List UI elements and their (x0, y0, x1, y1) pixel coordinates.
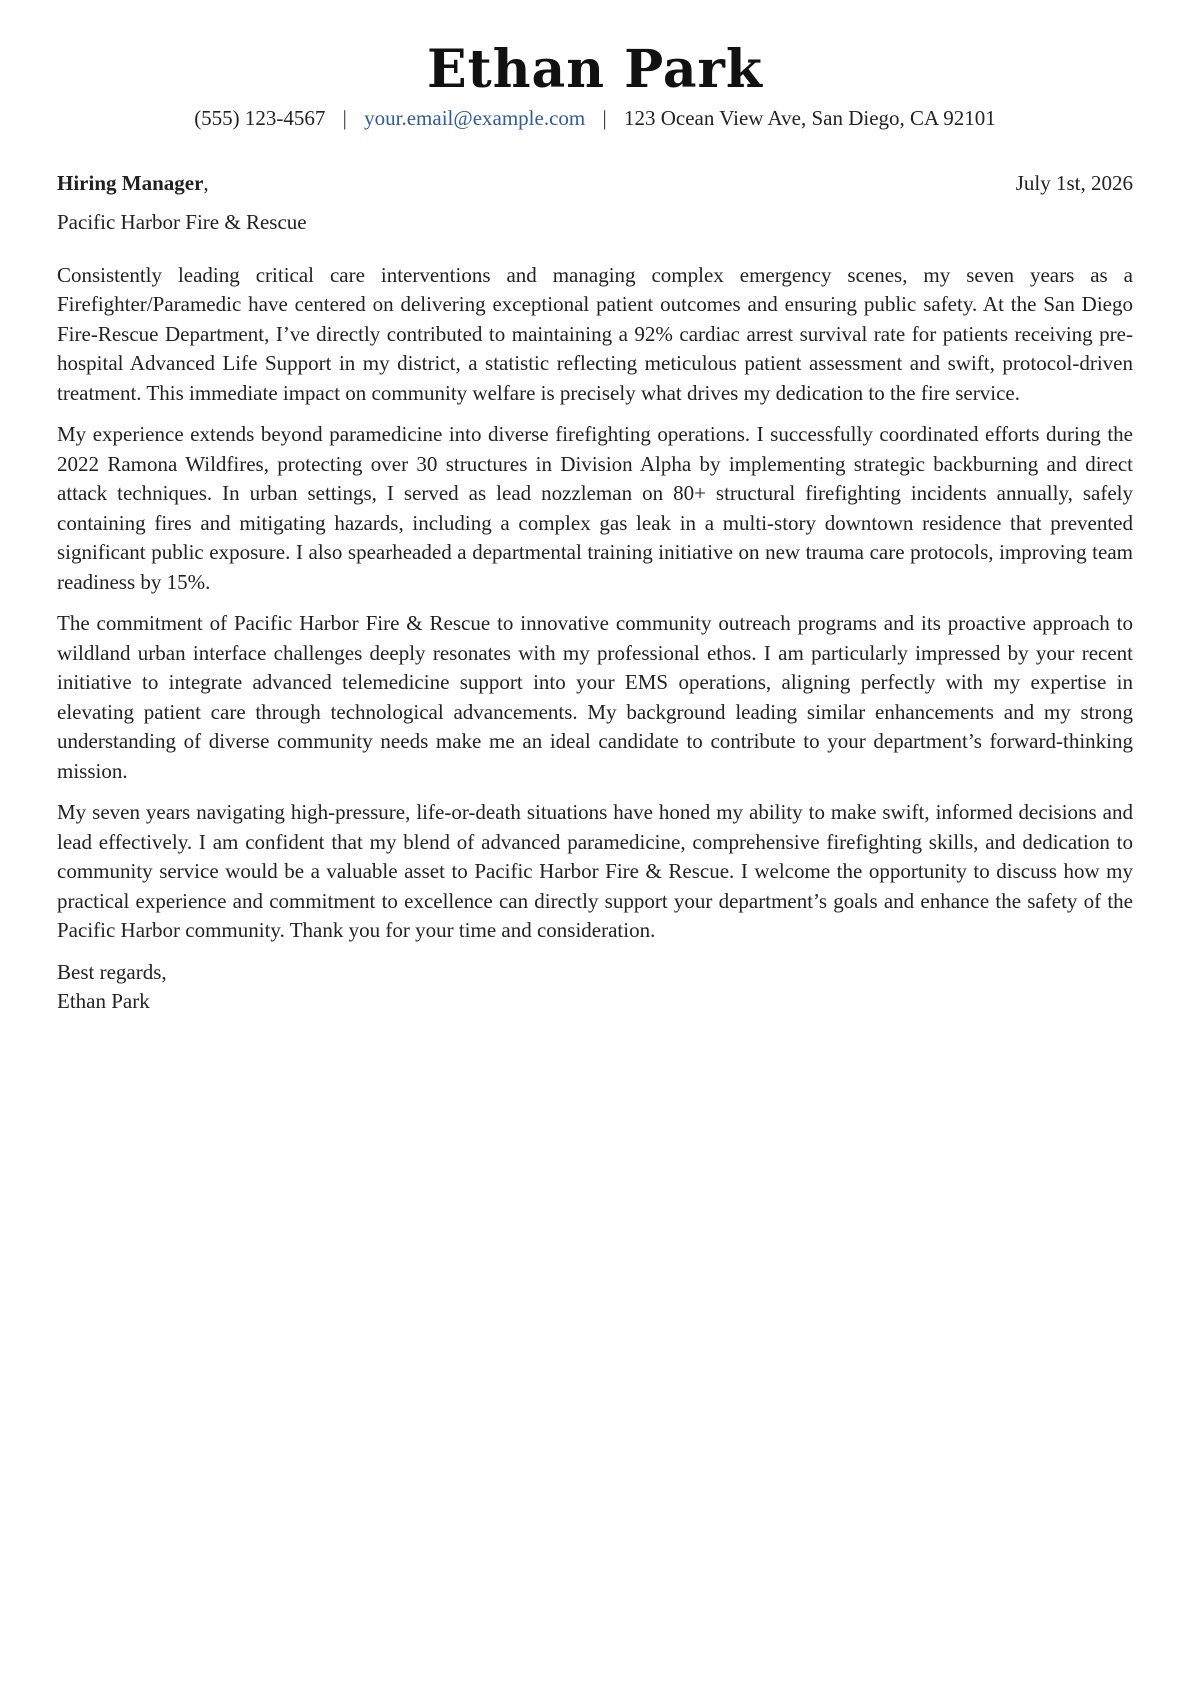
letter-body (57, 261, 1133, 946)
body-paragraph: The commitment of Pacific Harbor Fire & Rescue to innovative community outreach programs and its proactive approach to wildland urban interface challenges deeply resonates with my professional ethos. I am particularly impressed by your recent initiative to integrate advanced telemedicine support into your EMS operations, aligning perfectly with my expertise in elevating patient care through technological advancements. My background leading similar enhancements and my strong understanding of diverse community needs make me an ideal candidate to contribute to your department’s forward-thinking mission. (57, 611, 1133, 783)
letter-date: July 1st, 2026 (1015, 170, 1133, 195)
recipient-title: Hiring Manager (57, 170, 204, 195)
recipient-comma: , (203, 170, 209, 195)
closing-signature: Ethan Park (57, 989, 150, 1014)
contact-separator: | (342, 105, 347, 130)
phone-number: (555) 123-4567 (194, 105, 326, 130)
closing-salutation: Best regards, (57, 959, 167, 984)
body-paragraph: My experience extends beyond paramedicine into diverse firefighting operations. I successfully coordinated efforts during the 2022 Ramona Wildfires, protecting over 30 structures in Division Alpha by implementing strategic backburning and direct attack techniques. In urban settings, I served as lead nozzleman on 80+ structural firefighting incidents annually, safely containing fires and mitigating hazards, including a complex gas leak in a multi-story downtown residence that prevented significant public exposure. I also spearheaded a departmental training initiative on new trauma care protocols, improving team readiness by 15%. (57, 422, 1133, 594)
body-paragraph: Consistently leading critical care interventions and managing complex emergency scenes, my seven years as a Firefighter/Paramedic have centered on delivering exceptional patient outcomes and ensuring public safety. At the San Diego Fire-Rescue Department, I’ve directly contributed to maintaining a 92% cardiac arrest survival rate for patients receiving pre-hospital Advanced Life Support in my district, a statistic reflecting meticulous patient assessment and swift, protocol-driven treatment. This immediate impact on community welfare is precisely what drives my dedication to the fire service. (57, 262, 1133, 405)
contact-line (57, 106, 1133, 131)
letter-closing (57, 958, 1133, 1017)
recipient-line (57, 171, 209, 196)
contact-separator: | (602, 105, 607, 130)
recipient-company: Pacific Harbor Fire & Rescue (57, 209, 307, 234)
applicant-name: Ethan Park (427, 39, 763, 100)
address: 123 Ocean View Ave, San Diego, CA 92101 (623, 105, 996, 130)
recipient-date-row (57, 171, 1133, 196)
email-link[interactable]: your.email@example.com (364, 105, 586, 130)
body-paragraph: My seven years navigating high-pressure, life-or-death situations have honed my ability to make swift, informed decisions and lead effectively. I am confident that my blend of advanced paramedicine, comprehensive firefighting skills, and dedication to community service would be a valuable asset to Pacific Harbor Fire & Rescue. I welcome the opportunity to discuss how my practical experience and commitment to excellence can directly support your department’s goals and enhance the safety of the Pacific Harbor community. Thank you for your time and consideration. (57, 800, 1133, 943)
